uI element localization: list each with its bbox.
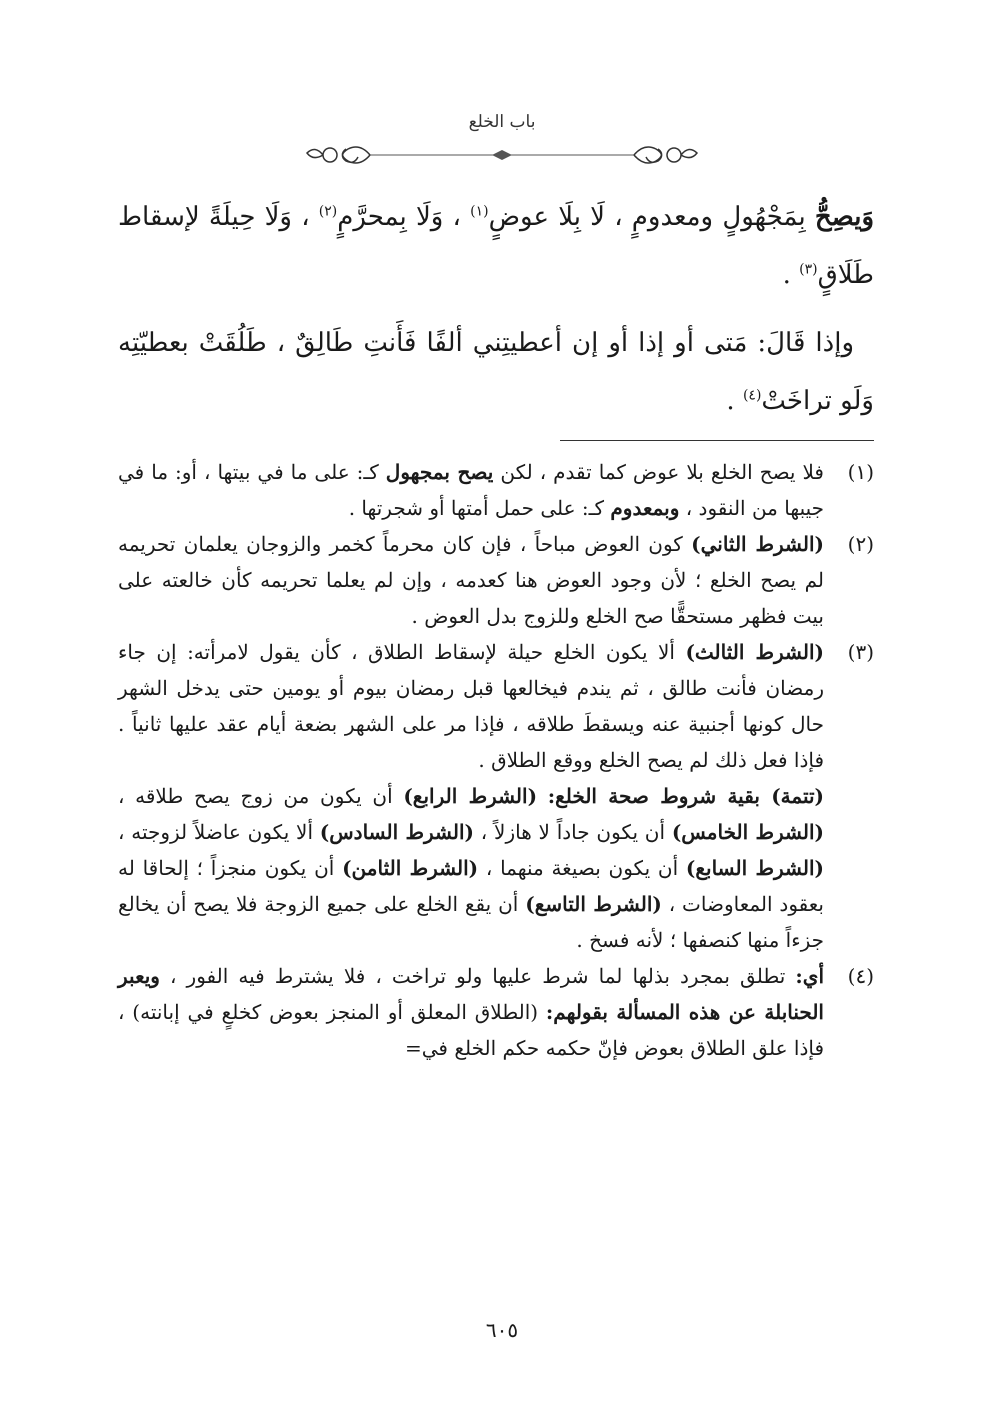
note-text: تطلق بمجرد بذلها لما شرط عليها ولو تراخت ، فلا يشترط فيه الفور ،	[159, 964, 796, 988]
page-header	[300, 112, 704, 172]
text-segment: .	[782, 260, 800, 290]
note-text: كـ: على ما في بيتها ، أو: ما في جيبها من النقود ،	[118, 460, 824, 520]
footnotes	[118, 454, 874, 1066]
note-text: كون العوض مباحاً ، فإن كان محرماً كخمر والزوجان يعلمان تحريمه لم يصح الخلع ؛ لأن وجود العوض هنا كعدمه ، وإن لم يعلما تحريمه كأن خالعته على بيت فظهر مستحقًّا صح الخلع وللزوج بدل العوض .	[118, 532, 824, 628]
note-text-bold: (الشرط الثامن)	[342, 856, 479, 880]
footnote-ref-3[interactable]: (٣)	[799, 261, 818, 278]
footnote-number: (٤)	[847, 964, 874, 988]
note-text-bold: (الشرط السابع)	[685, 856, 824, 880]
main-paragraph-2	[118, 314, 874, 430]
footnote-3	[118, 634, 874, 958]
note-text-bold: (الشرط الثالث)	[685, 640, 824, 664]
note-text-bold: (الشرط السادس)	[319, 820, 475, 844]
note-text: أن يكون بصيغة منهما ،	[478, 856, 686, 880]
note-text: أن يكون جاداً لا هازلاً ،	[474, 820, 672, 844]
text-segment: بِمَجْهُولٍ ومعدومٍ ، لَا بِلَا عوضٍ	[488, 202, 815, 232]
header-ornament-icon	[300, 140, 704, 170]
text-segment: ، وَلَا بِمحرَّمٍ	[337, 202, 471, 232]
chapter-title: باب الخلع	[468, 112, 536, 132]
footnote-2	[118, 526, 874, 634]
note-text: ألا يكون عاضلاً لزوجته ،	[118, 820, 320, 844]
note-text: فلا يصح الخلع بلا عوض كما تقدم ، لكن	[493, 460, 824, 484]
note-text: (الطلاق المعلق أو المنجز بعوض كخلعٍ في إبانته) ، فإذا علق الطلاق بعوض فإنّ حكمه حكم الخلع في=	[118, 1000, 824, 1060]
note-text-bold: (الشرط التاسع)	[525, 892, 662, 916]
note-text-bold: (الشرط الرابع)	[403, 784, 538, 808]
note-text: ألا يكون الخلع حيلة لإسقاط الطلاق ، كأن يقول لامرأته: إن جاء رمضان فأنت طالق ، ثم يندم فيخالعها قبل رمضان بيوم أو يومين حتى يدخل الشهر حال كونها أجنبية عنه ويسقطَ طلاقه ، فإذا مر على الشهر بضعة أيام عقد عليها ثانياً . فإذا فعل ذلك لم يصح الخلع ووقع الطلاق .	[118, 640, 824, 772]
footnote-ref-4[interactable]: (٤)	[742, 387, 762, 404]
note-text-bold: وبمعدوم	[610, 496, 680, 520]
note-text-bold: (تتمة) بقية شروط صحة الخلع:	[547, 784, 825, 808]
text-segment: وإذا قَالَ: مَتى أو إذا أو إن أعطيتِني ألفًا فَأَنتِ طَالِقٌ ، طَلُقَتْ بعطيّتِه وَلَو تراخَتْ	[118, 328, 874, 416]
note-text-bold: يصح بمجهول	[385, 460, 494, 484]
lead-word: وَيصِحُّ	[814, 202, 875, 232]
note-text-bold: ويعبر الحنابلة عن هذه المسألة بقولهم:	[118, 964, 824, 1024]
note-text: أن يكون من زوج يصح طلاقه ،	[118, 784, 404, 808]
footnote-separator	[560, 440, 874, 441]
note-text: كـ: على حمل أمتها أو شجرتها .	[348, 496, 611, 520]
note-text-bold: أي:	[795, 964, 824, 988]
main-text	[118, 188, 874, 430]
note-text: أن يقع الخلع على جميع الزوجة فلا يصح أن يخالع جزءاً منها كنصفها ؛ لأنه فسخ .	[118, 892, 824, 952]
footnote-1	[118, 454, 874, 526]
main-paragraph-1	[118, 188, 874, 304]
note-text-bold: (الشرط الخامس)	[671, 820, 825, 844]
footnote-number: (٣)	[847, 640, 874, 664]
note-text-bold: (الشرط الثاني)	[691, 532, 824, 556]
text-segment: .	[726, 386, 743, 416]
footnote-4	[118, 958, 874, 1066]
note-text	[537, 784, 548, 808]
text-segment: ، وَلَا حِيلَةً لإسقاط طَلَاقٍ	[118, 202, 874, 290]
page-number: ٦٠٥	[485, 1318, 519, 1342]
footnote-ref-1[interactable]: (١)	[470, 203, 489, 220]
footnote-number: (٢)	[847, 532, 874, 556]
footnote-number: (١)	[847, 460, 874, 484]
footnote-ref-2[interactable]: (٢)	[318, 203, 338, 220]
note-text: أن يكون منجزاً ؛ إلحاقا له بعقود المعاوضات ،	[118, 856, 824, 916]
